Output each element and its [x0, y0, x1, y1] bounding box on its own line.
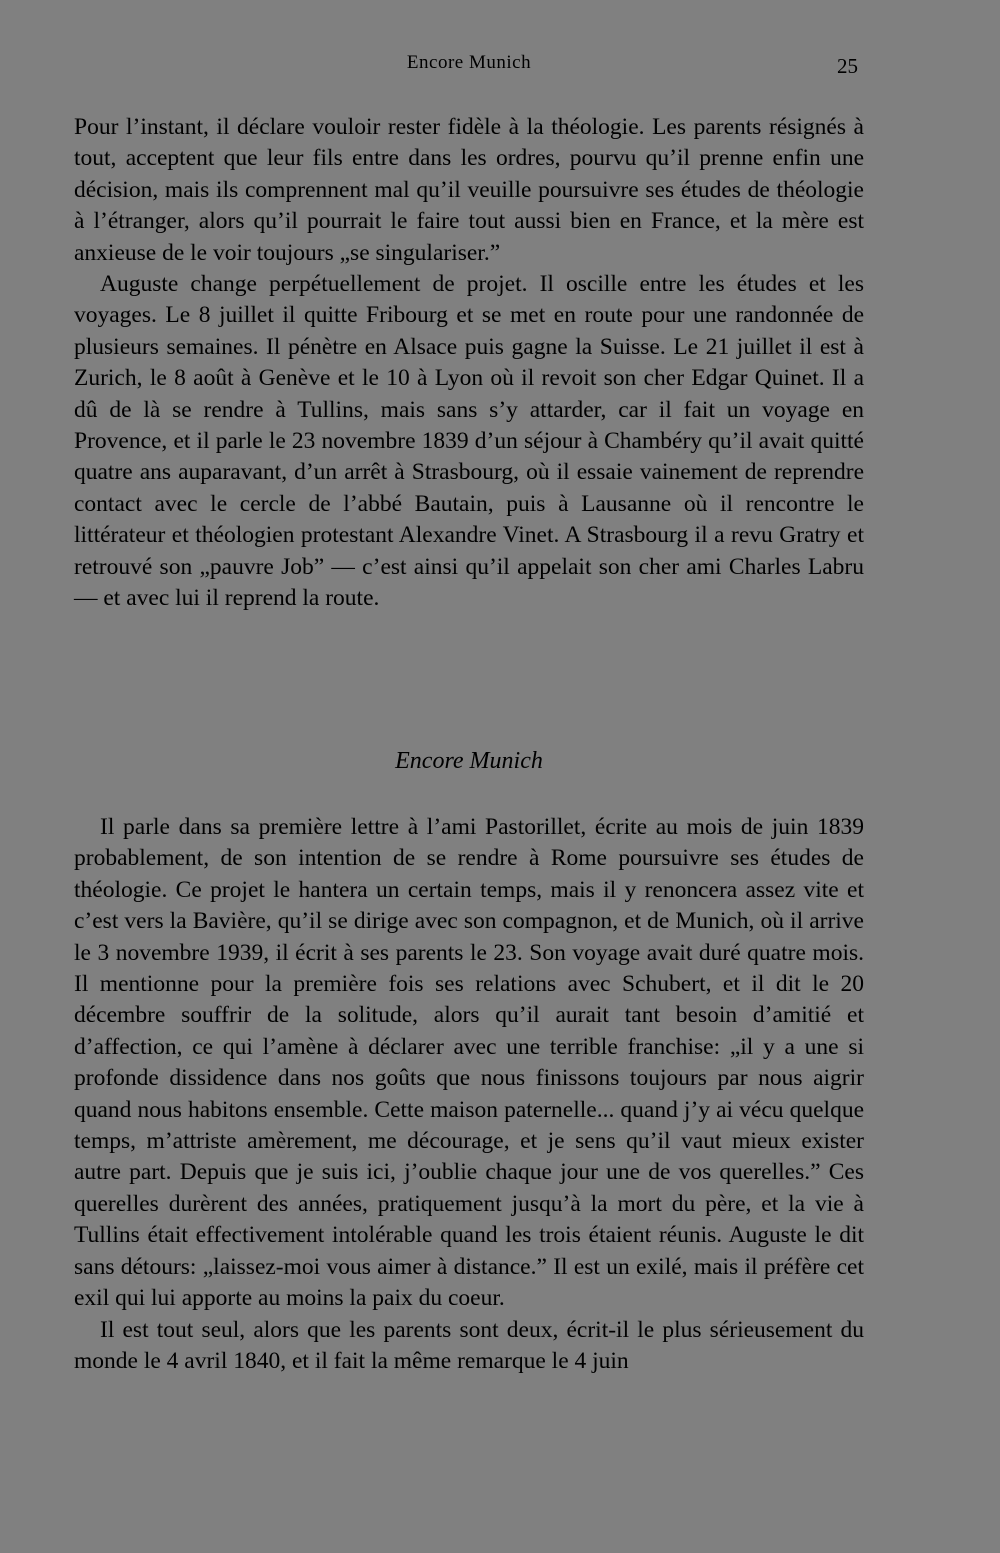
text-block-before-section [74, 112, 864, 615]
section-heading: Encore Munich [395, 748, 543, 774]
running-title: Encore Munich [406, 52, 532, 73]
paragraph: Il parle dans sa première lettre à l’ami Pastorillet, écrite au mois de juin 1839 probablement, de son intention de se rendre à Rome poursuivre ses études de théologie. Ce projet le hantera un certain temps, mais il y renoncera assez vite et c’est vers la Bavière, qu’il se dirige avec son compagnon, et de Munich, où il arrive le 3 novembre 1939, il écrit à ses parents le 23. Son voyage avait duré quatre mois. Il mentionne pour la première fois ses relations avec Schubert, et il dit le 20 décembre souffrir de la solitude, alors qu’il aurait tant besoin d’amitié et d’affection, ce qui l’amène à déclarer avec une terrible franchise: „il y a une si profonde dissidence dans nos goûts que nous finissons toujours par nous aigrir quand nous habitons ensemble. Cette maison paternelle... quand j’y ai vécu quelque temps, m’attriste amèrement, me décourage, et je sens qu’il vaut mieux exister autre part. Depuis que je suis ici, j’oublie chaque jour une de vos querelles.” Ces querelles durèrent des années, pratiquement jusqu’à la mort du père, et la vie à Tullins était effectivement intolérable quand les trois étaient réunis. Auguste le dit sans détours: „laissez-moi vous aimer à distance.” Il est un exilé, mais il préfère cet exil qui lui apporte au moins la paix du coeur. [74, 814, 864, 1312]
paragraph: Pour l’instant, il déclare vouloir rester fidèle à la théologie. Les parents résignés à tout, acceptent que leur fils entre dans les ordres, pourvu qu’il prenne enfin une décision, mais ils comprennent mal qu’il veuille poursuivre ses études de théologie à l’étranger, alors qu’il pourrait le faire tout aussi bien en France, et la mère est anxieuse de le voir toujours „se singulariser.” [74, 114, 864, 266]
paragraph: Auguste change perpétuellement de projet. Il oscille entre les études et les voyages. Le 8 juillet il quitte Fribourg et se met en route pour une randonnée de plusieurs semaines. Il pénètre en Alsace puis gagne la Suisse. Le 21 juillet il est à Zurich, le 8 août à Genève et le 10 à Lyon où il revoit son cher Edgar Quinet. Il a dû de là se rendre à Tullins, mais sans s’y attarder, car il fait un voyage en Provence, et il parle le 23 novembre 1839 d’un séjour à Chambéry qu’il avait quitté quatre ans auparavant, d’un arrêt à Strasbourg, où il essaie vainement de reprendre contact avec le cercle de l’abbé Bautain, puis à Lausanne où il rencontre le littérateur et théologien protestant Alexandre Vinet. A Strasbourg il a revu Gratry et retrouvé son „pauvre Job” — c’est ainsi qu’il appelait son cher ami Charles Labru — et avec lui il reprend la route. [74, 271, 864, 612]
page-number: 25 [837, 54, 858, 78]
paragraph: Il est tout seul, alors que les parents sont deux, écrit-il le plus sérieusement du monde le 4 avril 1840, et il fait la même remarque le 4 juin [74, 1316, 864, 1374]
text-block-after-section [74, 812, 864, 1377]
running-header [74, 52, 864, 82]
